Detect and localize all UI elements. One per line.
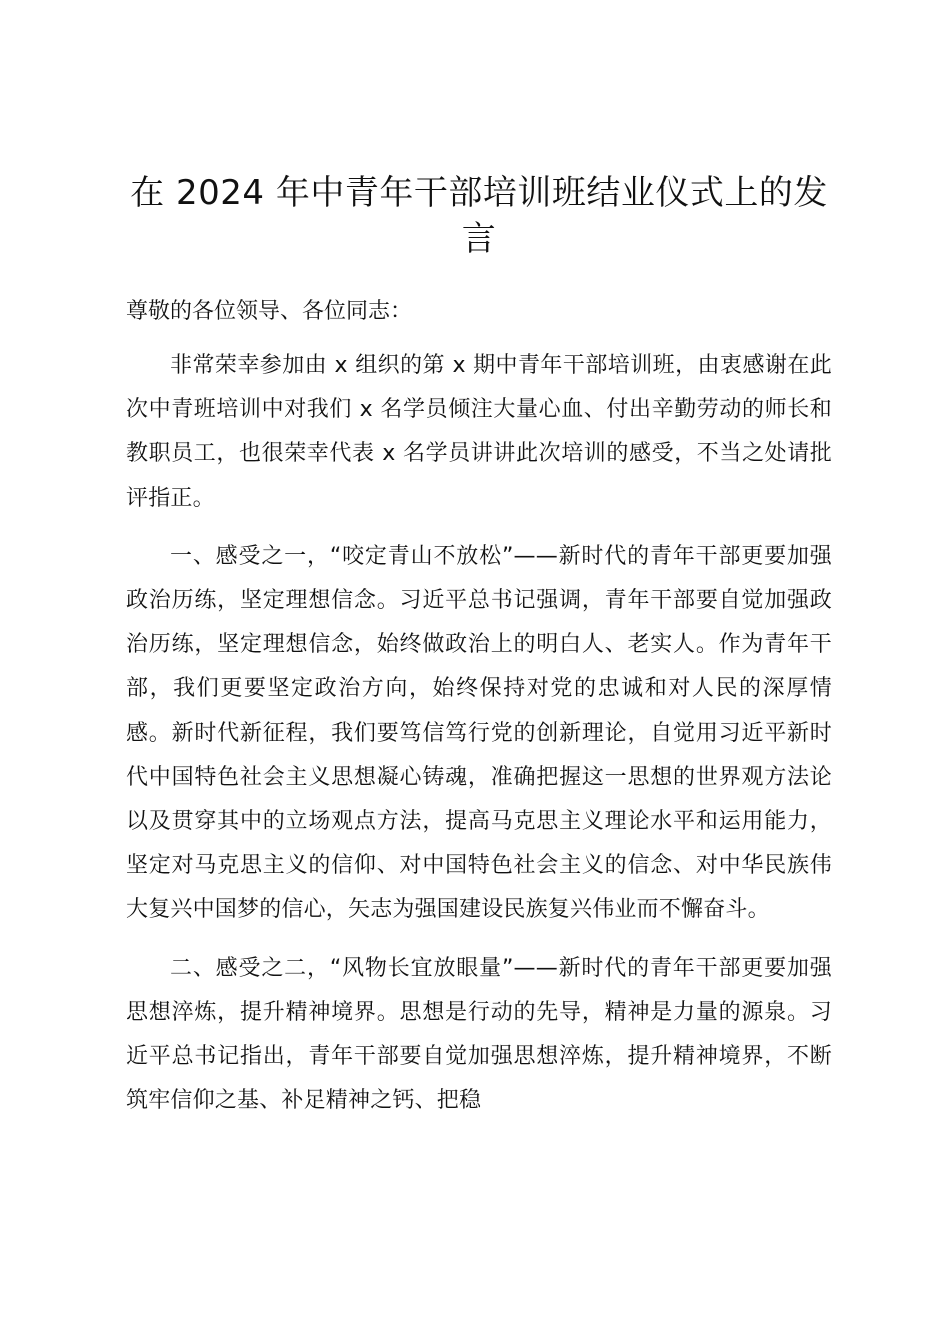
paragraph-feeling-two: 二、感受之二，“风物长宜放眼量”——新时代的青年干部更要加强思想淬炼，提升精神境界。思想是行动的先导，精神是力量的源泉。习近平总书记指出，青年干部要自觉加强思想淬炼，提升精神境界，不断筑牢信仰之基、补足精神之钙、把稳 (126, 955, 832, 1114)
paragraph-intro: 非常荣幸参加由 x 组织的第 x 期中青年干部培训班，由衷感谢在此次中青班培训中对我们 x 名学员倾注大量心血、付出辛勤劳动的师长和教职员工，也很荣幸代表 x 名学员讲讲此次培训的感受，不当之处请批评指正。 (126, 353, 832, 511)
paragraph-feeling-one: 一、感受之一，“咬定青山不放松”——新时代的青年干部更要加强政治历练，坚定理想信念。习近平总书记强调，青年干部要自觉加强政治历练，坚定理想信念，始终做政治上的明白人、老实人。作为青年干部，我们更要坚定政治方向，始终保持对党的忠诚和对人民的深厚情感。新时代新征程，我们要笃信笃行党的创新理论，自觉用习近平新时代中国特色社会主义思想凝心铸魂，准确把握这一思想的世界观方法论以及贯穿其中的立场观点方法，提高马克思主义理论水平和运用能力，坚定对马克思主义的信仰、对中国特色社会主义的信念、对中华民族伟大复兴中国梦的信心，矢志为强国建设民族复兴伟业而不懈奋斗。 (126, 543, 832, 923)
document-title: 在 2024 年中青年干部培训班结业仪式上的发言 (130, 173, 828, 259)
salutation: 尊敬的各位领导、各位同志： (126, 299, 413, 324)
